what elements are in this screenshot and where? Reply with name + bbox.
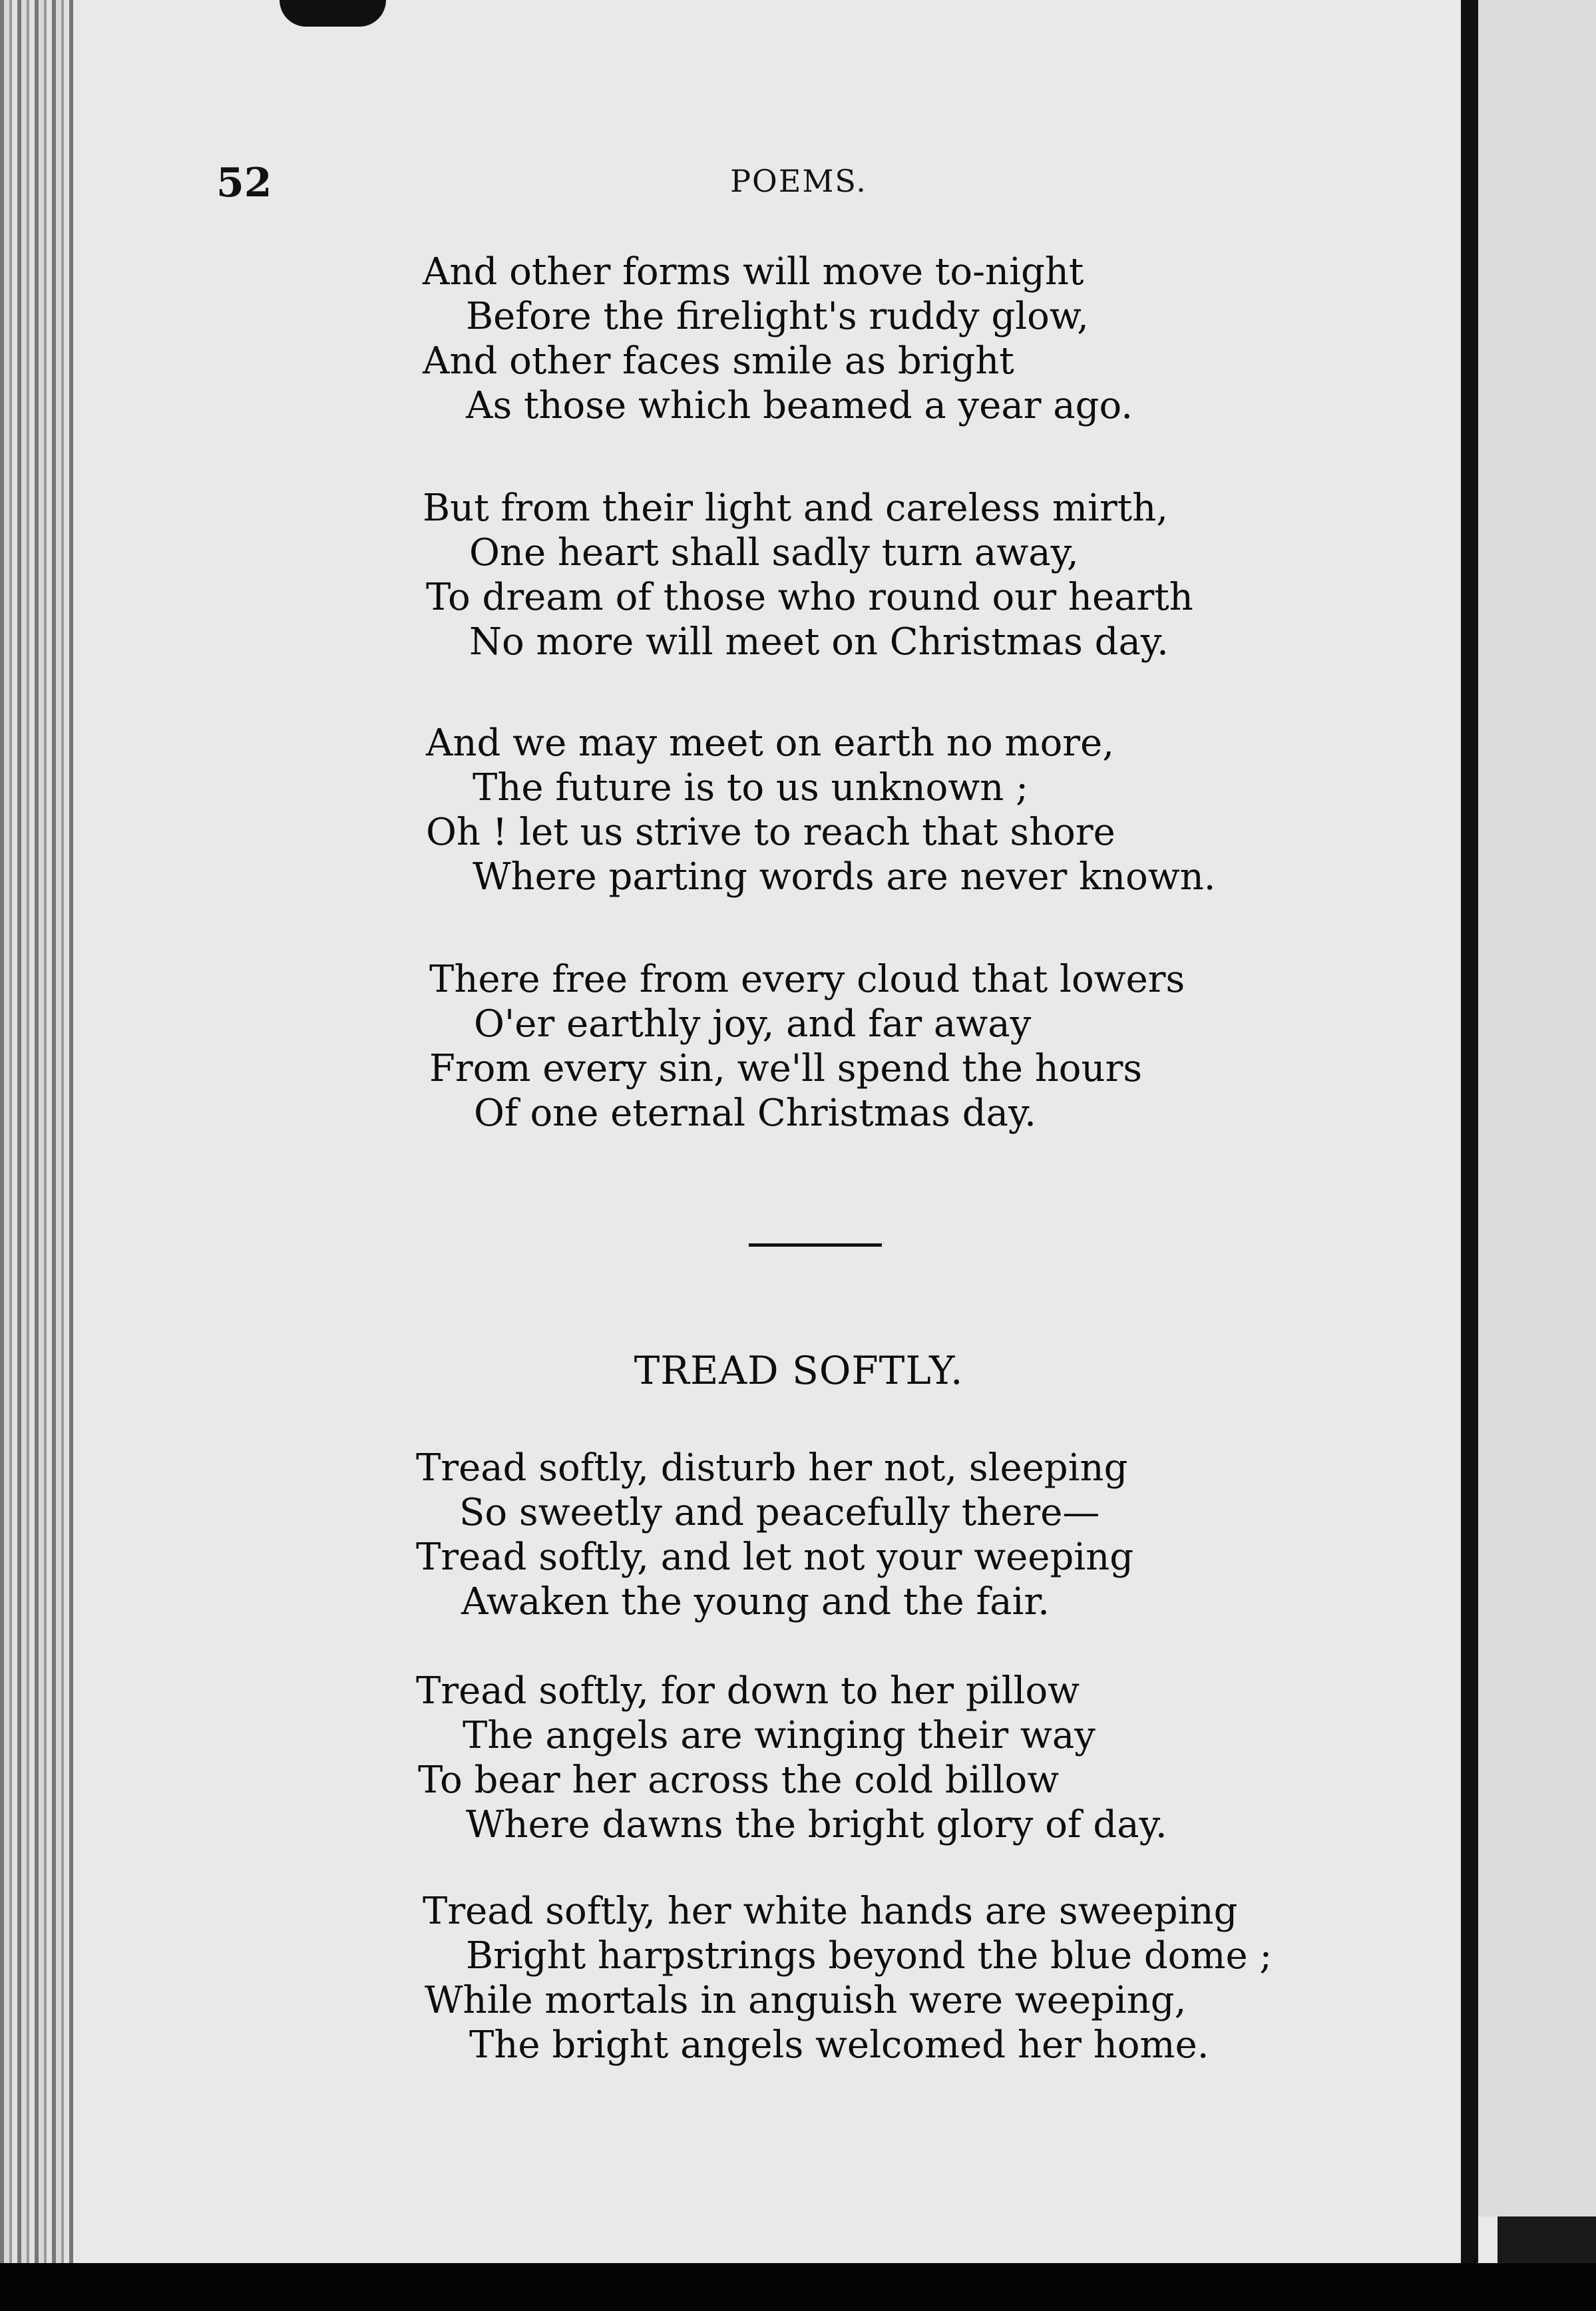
- poem-line: And other faces smile as bright: [423, 339, 1014, 383]
- poem-line: The angels are winging their way: [463, 1714, 1096, 1757]
- poem-line: Tread softly, for down to her pillow: [416, 1669, 1080, 1713]
- poem-line: Awaken the young and the fair.: [461, 1580, 1050, 1623]
- poem-line: Oh ! let us strive to reach that shore: [426, 811, 1115, 854]
- poem-line: There free from every cloud that lowers: [429, 958, 1185, 1001]
- poem-line: Of one eternal Christmas day.: [474, 1092, 1036, 1135]
- poem-line: To dream of those who round our hearth: [426, 576, 1193, 619]
- poem-title: TREAD SOFTLY.: [634, 1348, 964, 1393]
- section-rule: [749, 1243, 882, 1247]
- page-gutter: [1461, 0, 1478, 2263]
- poem-line: So sweetly and peacefully there—: [459, 1491, 1100, 1534]
- poem-line: But from their light and careless mirth,: [423, 487, 1169, 530]
- poem-line: No more will meet on Christmas day.: [469, 620, 1169, 664]
- poem-line: Bright harpstrings beyond the blue dome ;: [466, 1934, 1273, 1978]
- poem-line: Tread softly, disturb her not, sleeping: [416, 1446, 1128, 1490]
- poem-line: O'er earthly joy, and far away: [474, 1002, 1032, 1046]
- poem-line: Tread softly, her white hands are sweeping: [423, 1890, 1238, 1933]
- ink-blot: [280, 0, 386, 27]
- poem-line: One heart shall sadly turn away,: [469, 531, 1079, 574]
- poem-line: And other forms will move to-night: [423, 250, 1084, 294]
- poem-line: As those which beamed a year ago.: [466, 384, 1133, 427]
- poem-line: Where parting words are never known.: [473, 855, 1216, 899]
- poem-line: The bright angels welcomed her home.: [469, 2023, 1209, 2067]
- poem-line: Where dawns the bright glory of day.: [466, 1803, 1167, 1846]
- poem-line: While mortals in anguish were weeping,: [425, 1979, 1187, 2022]
- poem-line: Before the firelight's ruddy glow,: [466, 295, 1089, 338]
- poem-line: The future is to us unknown ;: [473, 766, 1029, 809]
- page-number: 52: [216, 160, 272, 206]
- running-head: POEMS.: [730, 163, 867, 199]
- book-spine: [0, 0, 73, 2263]
- scan-border: [0, 2263, 1596, 2311]
- poem-line: From every sin, we'll spend the hours: [429, 1047, 1143, 1090]
- poem-line: Tread softly, and let not your weeping: [416, 1536, 1134, 1579]
- poem-line: And we may meet on earth no more,: [426, 722, 1115, 765]
- facing-page-edge: [1478, 0, 1596, 2216]
- poem-line: To bear her across the cold billow: [418, 1759, 1060, 1802]
